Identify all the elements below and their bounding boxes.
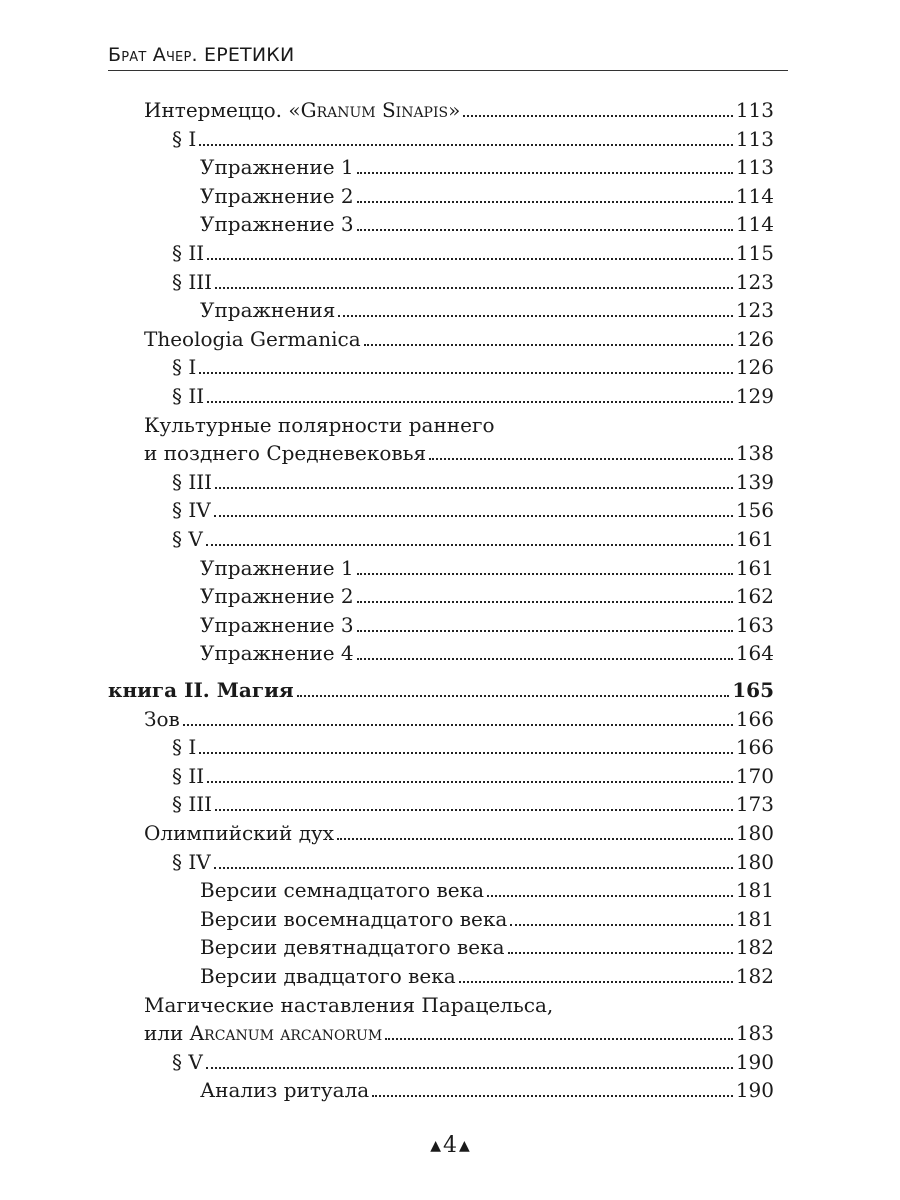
toc-entry (144, 325, 774, 353)
toc-entry-title: § I (172, 735, 197, 760)
toc-book-entry (108, 676, 774, 704)
page-number (0, 1133, 900, 1158)
toc-entry-page: 163 (735, 612, 774, 637)
dot-leader (337, 838, 733, 840)
folio-ornament-left: ▲ (430, 1138, 441, 1154)
toc-entry (144, 705, 774, 733)
toc-entry-page: 123 (735, 269, 774, 294)
toc-entry-title: Версии девятнадцатого века (200, 935, 505, 960)
toc-entry (144, 1019, 774, 1047)
toc-entry-title: и позднего Средневековья (144, 441, 427, 466)
dot-leader (206, 1067, 733, 1069)
toc-entry-page: 161 (735, 555, 774, 580)
toc-entry-page: 114 (735, 183, 774, 208)
toc-entry-page: 114 (735, 212, 774, 237)
toc-entry-page: 113 (735, 98, 774, 122)
toc-entry-page: 161 (735, 527, 774, 551)
dot-leader (357, 201, 733, 203)
dot-leader (215, 809, 733, 811)
toc-entry (200, 933, 774, 961)
toc-entry (172, 848, 774, 876)
toc-entry-title: § I (172, 355, 197, 380)
dot-leader (207, 781, 733, 783)
toc-entry (200, 962, 774, 990)
toc-entry (200, 876, 774, 904)
toc-entry-page: 165 (732, 678, 774, 702)
toc-entry-title: Версии семнадцатого века (200, 878, 485, 903)
toc-entry-page: 138 (735, 441, 774, 466)
toc-entry-page: 190 (735, 1049, 774, 1074)
dot-leader (338, 315, 732, 317)
toc-entry-page: 181 (735, 906, 774, 931)
dot-leader (364, 344, 733, 346)
dot-leader (207, 401, 733, 403)
toc-entry (172, 268, 774, 296)
folio-ornament-right: ▲ (459, 1138, 470, 1154)
dot-leader (487, 895, 733, 897)
dot-leader (199, 752, 733, 754)
toc-entry-title: Олимпийский дух (144, 821, 335, 845)
toc-entry-page: 126 (735, 326, 774, 351)
toc-entry-page: 113 (735, 126, 774, 151)
toc-entry (172, 382, 774, 410)
dot-leader (357, 658, 733, 660)
toc-entry (200, 639, 774, 667)
toc-entry-title: Theologia Germanica (144, 326, 361, 351)
dot-leader (357, 601, 733, 603)
dot-leader (357, 172, 733, 174)
toc-entry-title: Версии восемнадцатого века (200, 906, 508, 931)
small-caps-phrase: Arcanum arcanorum (189, 1021, 383, 1046)
toc-entry-title: § III (172, 269, 213, 294)
toc-entry-title: § I (172, 126, 197, 151)
toc-entry-title: Зов (144, 706, 180, 731)
toc-entry (172, 125, 774, 153)
dot-leader (510, 924, 733, 926)
toc-entry-title: Упражнение 2 (200, 183, 354, 208)
toc-entry-title: или Arcanum arcanorum (144, 1021, 383, 1046)
dot-leader (463, 115, 732, 117)
toc-entry-page: 182 (735, 935, 774, 960)
toc-entry (144, 96, 774, 124)
dot-leader (199, 144, 733, 146)
toc-entry-title: Упражнение 3 (200, 212, 354, 237)
toc-entry (200, 905, 774, 933)
toc-entry-title: Анализ ритуала (200, 1078, 370, 1103)
toc-entry-title: § IV (172, 498, 211, 523)
toc-entry-title: § II (172, 763, 205, 788)
toc-entry-page: 166 (735, 735, 774, 760)
toc-entry-title: Упражнение 4 (200, 641, 354, 666)
toc-entry (172, 733, 774, 761)
toc-entry-title: § III (172, 792, 213, 817)
toc-entry (200, 1076, 774, 1104)
toc-entry-page: 182 (735, 964, 774, 988)
toc-entry-page: 115 (735, 241, 774, 265)
dot-leader (385, 1038, 733, 1040)
dot-leader (297, 695, 730, 697)
toc-entry-page: 190 (735, 1078, 774, 1103)
toc-entry (172, 762, 774, 790)
toc-entry-page: 173 (735, 792, 774, 817)
toc-entry-title: Магические наставления Парацельса, (144, 992, 554, 1017)
toc-entry-page: 123 (735, 298, 774, 323)
toc-entry (172, 790, 774, 818)
toc-entry (172, 1048, 774, 1076)
toc-entry-title: Упражнение 3 (200, 612, 354, 637)
toc-entry (200, 611, 774, 639)
toc-entry-title: Упражнения (200, 298, 336, 323)
toc-entry-page: 164 (735, 641, 774, 666)
toc-entry-page: 126 (735, 355, 774, 380)
toc-entry-page: 170 (735, 763, 774, 788)
toc-entry-title: Упражнение 1 (200, 555, 354, 580)
toc-entry-page: 129 (735, 384, 774, 408)
dot-leader (215, 487, 733, 489)
dot-leader (429, 458, 733, 460)
toc-entry-page: 180 (735, 821, 774, 845)
toc-entry (200, 554, 774, 582)
dot-leader (215, 287, 733, 289)
toc-entry-title: Упражнение 2 (200, 584, 354, 609)
header-rule (108, 70, 788, 71)
toc-entry (172, 496, 774, 524)
dot-leader (357, 573, 733, 575)
toc-entry-page: 139 (735, 469, 774, 494)
dot-leader (199, 372, 733, 374)
toc-entry (200, 153, 774, 181)
toc-entry (144, 991, 774, 1019)
dot-leader (207, 258, 733, 260)
toc-entry-page: 156 (735, 498, 774, 523)
dot-leader (357, 229, 733, 231)
toc-entry-title: § IV (172, 849, 211, 874)
dot-leader (372, 1095, 733, 1097)
toc-entry (172, 239, 774, 267)
toc-entry-title: Культурные полярности раннего (144, 412, 495, 437)
small-caps-phrase: Granum Sinapis (300, 98, 449, 122)
toc-entry-title: § III (172, 469, 213, 494)
dot-leader (214, 515, 733, 517)
toc-entry-page: 181 (735, 878, 774, 903)
running-head: Брат Ачер. ЕРЕТИКИ (108, 44, 295, 66)
toc-entry-title: § V (172, 1049, 203, 1074)
toc-entry-title: книга II. Магия (108, 678, 294, 702)
toc-entry-title: Упражнение 1 (200, 155, 354, 180)
toc-entry-page: 180 (735, 849, 774, 874)
dot-leader (357, 630, 733, 632)
dot-leader (508, 952, 733, 954)
folio-number: 4 (443, 1133, 457, 1158)
toc-entry-title: § V (172, 527, 203, 551)
dot-leader (183, 724, 733, 726)
toc-entry-page: 113 (735, 155, 774, 180)
toc-entry (144, 819, 774, 847)
toc-entry-page: 183 (735, 1021, 774, 1046)
toc-entry-title: § II (172, 384, 205, 408)
toc-entry (200, 182, 774, 210)
toc-entry-title: Версии двадцатого века (200, 964, 456, 988)
toc-entry (200, 582, 774, 610)
toc-entry-title: Интермеццо. «Granum Sinapis» (144, 98, 461, 122)
toc-entry (144, 439, 774, 467)
dot-leader (459, 981, 733, 983)
dot-leader (214, 867, 733, 869)
toc-entry (172, 525, 774, 553)
toc-entry (144, 411, 774, 439)
toc-entry (172, 353, 774, 381)
toc-entry-page: 162 (735, 584, 774, 609)
toc-entry (172, 468, 774, 496)
dot-leader (206, 544, 733, 546)
toc-entry-title: § II (172, 241, 205, 265)
toc-entry-page: 166 (735, 706, 774, 731)
toc-entry (200, 210, 774, 238)
toc-entry (200, 296, 774, 324)
